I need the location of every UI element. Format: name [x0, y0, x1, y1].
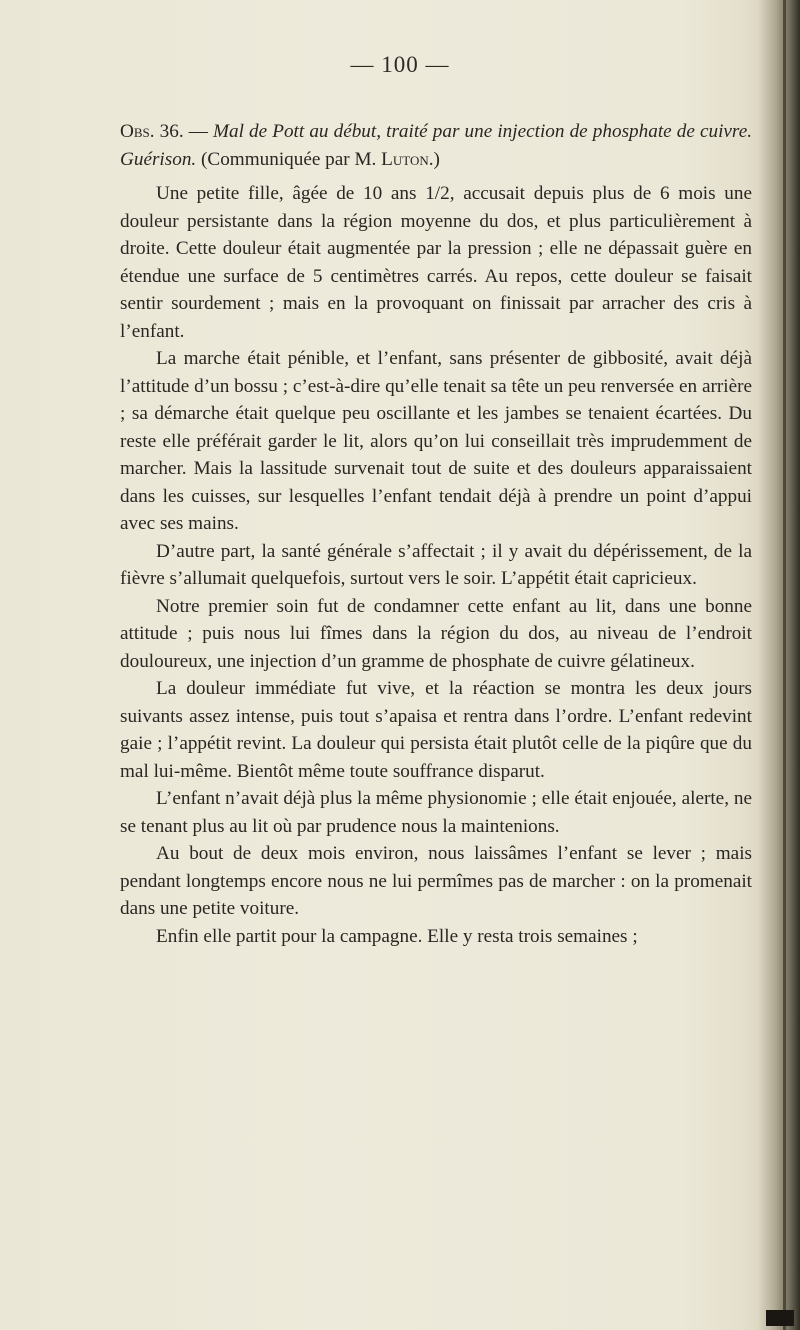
- credit-suffix: .): [428, 148, 440, 170]
- paragraph: Au bout de deux mois environ, nous laissâmes l’enfant se lever ; mais pendant longtemps encore nous ne lui permîmes pas de marcher : on la promenait dans une petite voiture.: [120, 843, 752, 919]
- observation-heading: [120, 118, 752, 173]
- observation-label: Obs. 36.: [120, 121, 184, 142]
- paragraph: La douleur immédiate fut vive, et la réaction se montra les deux jours suivants assez intense, puis tout s’apaisa et rentra dans l’ordre. L’enfant redevint gaie ; l’appétit revint. La douleur qui persista était plutôt celle de la piqûre que du mal lui-même. Bientôt même toute souffrance disparut.: [120, 678, 752, 782]
- binding-edge-line: [783, 0, 786, 1330]
- paragraph: La marche était pénible, et l’enfant, sans présenter de gibbosité, avait déjà l’attitude d’un bossu ; c’est-à-dire qu’elle tenait sa tête un peu renversée en arrière ; sa démarche était quelque peu oscillante et les jambes se tenaient écartées. Du reste elle préférait garder le lit, alors qu’on lui conseillait très imprudemment de marcher. Mais la lassitude survenait tout de suite et des douleurs apparaissaient dans les cuisses, sur lesquelles l’enfant tendait déjà à prendre un point d’appui avec ses mains.: [120, 348, 752, 534]
- paragraph: L’enfant n’avait déjà plus la même physionomie ; elle était enjouée, alerte, ne se tenant plus au lit où par prudence nous la maintenions.: [120, 788, 752, 837]
- scan-corner-mark: [766, 1310, 794, 1326]
- page-body: [120, 118, 752, 950]
- credit-name: Luton: [381, 148, 429, 170]
- paragraph: Enfin elle partit pour la campagne. Elle y resta trois semaines ;: [156, 925, 638, 947]
- credit-prefix: (Communiquée par M.: [196, 148, 382, 170]
- paragraph: Une petite fille, âgée de 10 ans 1/2, accusait depuis plus de 6 mois une douleur persistante dans la région moyenne du dos, et plus particulièrement à droite. Cette douleur était augmentée par la pression ; elle ne dépassait guère en étendue une surface de 5 centimètres carrés. Au repos, cette douleur se faisait sentir sourdement ; mais en la provoquant on finissait par arracher des cris à l’enfant.: [120, 183, 752, 342]
- page-edge-shadow: [758, 0, 800, 1330]
- observation-title: Mal de Pott au début, traité par une injection de phosphate de cuivre. Guérison.: [120, 121, 753, 170]
- paragraph: Notre premier soin fut de condamner cette enfant au lit, dans une bonne attitude ; puis nous lui fîmes dans la région du dos, au niveau de l’endroit douloureux, une injection d’un gramme de phosphate de cuivre gélatineux.: [120, 595, 752, 672]
- observation-dash: —: [183, 121, 214, 142]
- page-number: — 100 —: [350, 52, 450, 77]
- paragraph: D’autre part, la santé générale s’affectait ; il y avait du dépérissement, de la fièvre s’allumait quelquefois, surtout vers le soir. L’appétit était capricieux.: [120, 540, 752, 589]
